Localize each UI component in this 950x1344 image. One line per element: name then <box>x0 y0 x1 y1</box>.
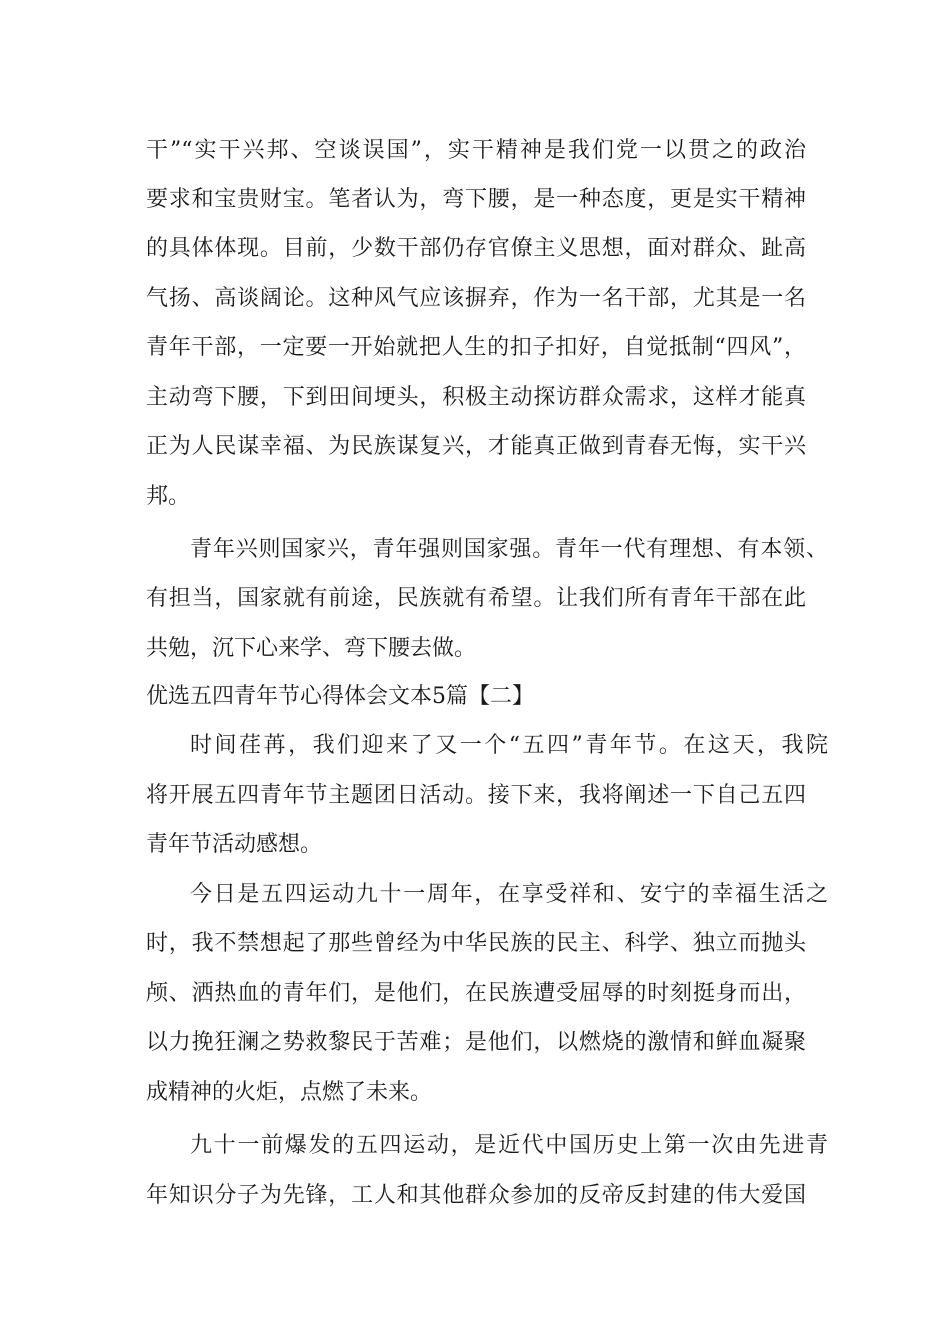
text-line: 气扬、高谈阔论。这种风气应该摒弃，作为一名干部，尤其是一名 <box>146 286 806 311</box>
text-line: 正为人民谋幸福、为民族谋复兴，才能真正做到青春无悔，实干兴 <box>146 434 806 459</box>
text-line: 今日是五四运动九十一周年，在享受祥和、安宁的幸福生活之 <box>190 882 828 907</box>
text-line: 九十一前爆发的五四运动，是近代中国历史上第一次由先进青 <box>190 1133 828 1158</box>
text-line: 干”“实干兴邦、空谈误国”，实干精神是我们党一以贯之的政治 <box>146 138 806 163</box>
text-line: 的具体体现。目前，少数干部仍存官僚主义思想，面对群众、趾高 <box>146 236 806 261</box>
text-line: 共勉，沉下心来学、弯下腰去做。 <box>146 636 477 661</box>
text-line: 邦。 <box>146 484 191 509</box>
text-line: 时，我不禁想起了那些曾经为中华民族的民主、科学、独立而抛头 <box>146 931 806 956</box>
text-line: 将开展五四青年节主题团日活动。接下来，我将阐述一下自己五四 <box>146 783 806 808</box>
section-heading: 优选五四青年节心得体会文本5篇【二】 <box>146 684 534 709</box>
text-line: 主动弯下腰，下到田间埂头，积极主动探访群众需求，这样才能真 <box>146 385 806 410</box>
text-line: 以力挽狂澜之势救黎民于苦难；是他们，以燃烧的激情和鲜血凝聚 <box>146 1030 806 1055</box>
text-line: 年知识分子为先锋，工人和其他群众参加的反帝反封建的伟大爱国 <box>146 1183 806 1208</box>
text-line: 青年干部，一定要一开始就把人生的扣子扣好，自觉抵制“四风”， <box>146 335 806 360</box>
text-line: 有担当，国家就有前途，民族就有希望。让我们所有青年干部在此 <box>146 586 806 611</box>
text-line: 青年节活动感想。 <box>146 832 323 857</box>
text-line: 时间荏苒，我们迎来了又一个“五四”青年节。在这天，我院 <box>190 733 828 758</box>
text-line: 青年兴则国家兴，青年强则国家强。青年一代有理想、有本领、 <box>190 537 828 562</box>
text-line: 成精神的火炬，点燃了未来。 <box>146 1080 433 1105</box>
text-line: 要求和宝贵财宝。笔者认为，弯下腰，是一种态度，更是实干精神 <box>146 187 806 212</box>
text-line: 颅、洒热血的青年们，是他们，在民族遭受屈辱的时刻挺身而出， <box>146 981 806 1006</box>
